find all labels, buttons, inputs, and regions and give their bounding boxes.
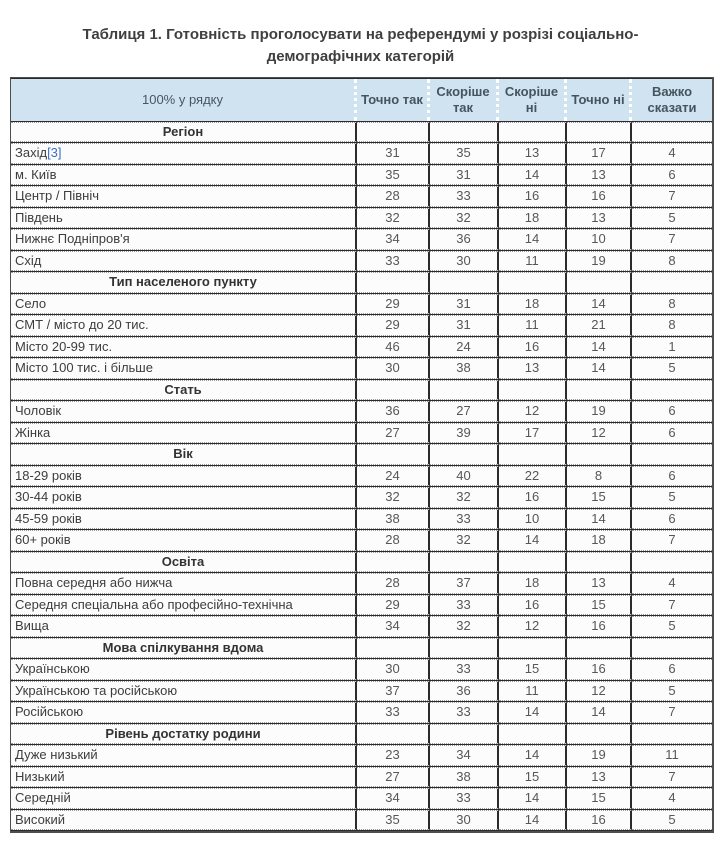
empty-cell bbox=[632, 724, 712, 745]
value-cell: 4 bbox=[632, 573, 712, 594]
value-cell: 11 bbox=[499, 315, 567, 336]
table-row bbox=[11, 767, 712, 788]
value-cell: 14 bbox=[499, 530, 567, 551]
value-cell: 18 bbox=[499, 573, 567, 594]
row-label: Південь bbox=[11, 208, 357, 229]
value-cell: 1 bbox=[632, 337, 712, 358]
row-label: Нижнє Подніпров'я bbox=[11, 229, 357, 250]
empty-cell bbox=[632, 380, 712, 401]
row-label: Середній bbox=[11, 788, 357, 809]
section-label: Освіта bbox=[11, 552, 357, 573]
value-cell: 15 bbox=[567, 487, 632, 508]
corner-header: 100% у рядку bbox=[11, 79, 357, 121]
table-row bbox=[11, 294, 712, 315]
value-cell: 23 bbox=[357, 745, 430, 766]
row-label: Село bbox=[11, 294, 357, 315]
table-row bbox=[11, 487, 712, 508]
empty-cell bbox=[499, 638, 567, 659]
value-cell: 30 bbox=[430, 810, 499, 831]
section-label: Мова спілкування вдома bbox=[11, 638, 357, 659]
row-label: 45-59 років bbox=[11, 509, 357, 530]
table-row bbox=[11, 401, 712, 422]
empty-cell bbox=[430, 444, 499, 465]
value-cell: 16 bbox=[499, 595, 567, 616]
table-body bbox=[11, 122, 712, 831]
value-cell: 8 bbox=[567, 466, 632, 487]
table-row bbox=[11, 595, 712, 616]
value-cell: 28 bbox=[357, 530, 430, 551]
row-label: 18-29 років bbox=[11, 466, 357, 487]
section-header-row bbox=[11, 638, 712, 659]
value-cell: 32 bbox=[357, 487, 430, 508]
value-cell: 32 bbox=[430, 616, 499, 637]
value-cell: 38 bbox=[357, 509, 430, 530]
value-cell: 6 bbox=[632, 509, 712, 530]
section-header-row bbox=[11, 552, 712, 573]
value-cell: 12 bbox=[499, 616, 567, 637]
value-cell: 33 bbox=[430, 509, 499, 530]
column-header-hard-to-say: Важко сказати bbox=[632, 79, 712, 121]
table-row bbox=[11, 358, 712, 379]
value-cell: 30 bbox=[357, 358, 430, 379]
value-cell: 18 bbox=[567, 530, 632, 551]
value-cell: 27 bbox=[430, 401, 499, 422]
value-cell: 33 bbox=[430, 595, 499, 616]
empty-cell bbox=[430, 272, 499, 293]
value-cell: 27 bbox=[357, 767, 430, 788]
empty-cell bbox=[567, 122, 632, 143]
value-cell: 12 bbox=[499, 401, 567, 422]
value-cell: 29 bbox=[357, 595, 430, 616]
value-cell: 33 bbox=[430, 659, 499, 680]
value-cell: 14 bbox=[567, 702, 632, 723]
empty-cell bbox=[357, 122, 430, 143]
empty-cell bbox=[499, 724, 567, 745]
value-cell: 13 bbox=[499, 143, 567, 164]
value-cell: 8 bbox=[632, 294, 712, 315]
value-cell: 13 bbox=[567, 573, 632, 594]
table-row bbox=[11, 423, 712, 444]
table-row bbox=[11, 165, 712, 186]
value-cell: 13 bbox=[567, 165, 632, 186]
table-row bbox=[11, 466, 712, 487]
value-cell: 5 bbox=[632, 487, 712, 508]
value-cell: 34 bbox=[357, 616, 430, 637]
value-cell: 14 bbox=[567, 337, 632, 358]
row-label: Дуже низький bbox=[11, 745, 357, 766]
value-cell: 11 bbox=[499, 251, 567, 272]
value-cell: 37 bbox=[430, 573, 499, 594]
value-cell: 14 bbox=[499, 229, 567, 250]
value-cell: 34 bbox=[357, 229, 430, 250]
value-cell: 35 bbox=[430, 143, 499, 164]
table-header bbox=[11, 79, 712, 121]
value-cell: 14 bbox=[567, 509, 632, 530]
value-cell: 21 bbox=[567, 315, 632, 336]
table-row bbox=[11, 702, 712, 723]
empty-cell bbox=[567, 444, 632, 465]
empty-cell bbox=[430, 380, 499, 401]
empty-cell bbox=[499, 380, 567, 401]
value-cell: 5 bbox=[632, 208, 712, 229]
value-cell: 15 bbox=[567, 788, 632, 809]
value-cell: 16 bbox=[499, 487, 567, 508]
value-cell: 24 bbox=[357, 466, 430, 487]
table-row bbox=[11, 509, 712, 530]
value-cell: 14 bbox=[567, 358, 632, 379]
row-label: СМТ / місто до 20 тис. bbox=[11, 315, 357, 336]
value-cell: 32 bbox=[430, 208, 499, 229]
row-label: Захід[3] bbox=[11, 143, 357, 164]
value-cell: 29 bbox=[357, 315, 430, 336]
value-cell: 15 bbox=[499, 767, 567, 788]
row-label: Вища bbox=[11, 616, 357, 637]
row-label: Російською bbox=[11, 702, 357, 723]
empty-cell bbox=[567, 380, 632, 401]
value-cell: 29 bbox=[357, 294, 430, 315]
value-cell: 16 bbox=[567, 186, 632, 207]
value-cell: 28 bbox=[357, 573, 430, 594]
section-header-row bbox=[11, 380, 712, 401]
value-cell: 13 bbox=[499, 358, 567, 379]
value-cell: 35 bbox=[357, 810, 430, 831]
value-cell: 31 bbox=[430, 294, 499, 315]
value-cell: 19 bbox=[567, 745, 632, 766]
value-cell: 33 bbox=[430, 186, 499, 207]
empty-cell bbox=[632, 272, 712, 293]
value-cell: 8 bbox=[632, 315, 712, 336]
table-row bbox=[11, 573, 712, 594]
value-cell: 37 bbox=[357, 681, 430, 702]
empty-cell bbox=[430, 638, 499, 659]
value-cell: 11 bbox=[632, 745, 712, 766]
section-header-row bbox=[11, 444, 712, 465]
value-cell: 14 bbox=[499, 745, 567, 766]
value-cell: 6 bbox=[632, 659, 712, 680]
value-cell: 7 bbox=[632, 229, 712, 250]
row-label: Українською bbox=[11, 659, 357, 680]
column-header-rather-yes: Скоріше так bbox=[430, 79, 499, 121]
row-label: 30-44 років bbox=[11, 487, 357, 508]
footnote-link[interactable]: [3] bbox=[47, 145, 62, 160]
table-row bbox=[11, 186, 712, 207]
value-cell: 32 bbox=[430, 487, 499, 508]
empty-cell bbox=[357, 724, 430, 745]
value-cell: 6 bbox=[632, 165, 712, 186]
value-cell: 27 bbox=[357, 423, 430, 444]
value-cell: 33 bbox=[357, 702, 430, 723]
table-row bbox=[11, 681, 712, 702]
value-cell: 33 bbox=[357, 251, 430, 272]
value-cell: 33 bbox=[430, 788, 499, 809]
empty-cell bbox=[357, 272, 430, 293]
section-label: Вік bbox=[11, 444, 357, 465]
value-cell: 39 bbox=[430, 423, 499, 444]
value-cell: 36 bbox=[430, 229, 499, 250]
value-cell: 10 bbox=[567, 229, 632, 250]
empty-cell bbox=[357, 444, 430, 465]
value-cell: 13 bbox=[567, 208, 632, 229]
value-cell: 36 bbox=[430, 681, 499, 702]
value-cell: 7 bbox=[632, 530, 712, 551]
section-header-row bbox=[11, 724, 712, 745]
section-label: Рівень достатку родини bbox=[11, 724, 357, 745]
value-cell: 12 bbox=[567, 681, 632, 702]
value-cell: 14 bbox=[499, 810, 567, 831]
section-label: Регіон bbox=[11, 122, 357, 143]
empty-cell bbox=[632, 444, 712, 465]
row-label: Середня спеціальна або професійно-технічна bbox=[11, 595, 357, 616]
value-cell: 38 bbox=[430, 767, 499, 788]
empty-cell bbox=[357, 380, 430, 401]
empty-cell bbox=[499, 122, 567, 143]
value-cell: 19 bbox=[567, 401, 632, 422]
value-cell: 32 bbox=[430, 530, 499, 551]
value-cell: 46 bbox=[357, 337, 430, 358]
table-title: Таблиця 1. Готовність проголосувати на референдумі у розрізі соціально-демографічних категорій bbox=[82, 26, 639, 65]
section-header-row bbox=[11, 122, 712, 143]
value-cell: 17 bbox=[567, 143, 632, 164]
table-row bbox=[11, 251, 712, 272]
value-cell: 14 bbox=[499, 702, 567, 723]
value-cell: 4 bbox=[632, 788, 712, 809]
value-cell: 15 bbox=[567, 595, 632, 616]
table-row bbox=[11, 315, 712, 336]
value-cell: 32 bbox=[357, 208, 430, 229]
value-cell: 15 bbox=[499, 659, 567, 680]
value-cell: 30 bbox=[430, 251, 499, 272]
value-cell: 31 bbox=[430, 315, 499, 336]
value-cell: 7 bbox=[632, 595, 712, 616]
value-cell: 6 bbox=[632, 466, 712, 487]
value-cell: 5 bbox=[632, 616, 712, 637]
value-cell: 16 bbox=[499, 337, 567, 358]
row-label: Чоловік bbox=[11, 401, 357, 422]
page bbox=[0, 24, 721, 851]
row-label: Низький bbox=[11, 767, 357, 788]
value-cell: 38 bbox=[430, 358, 499, 379]
table-row bbox=[11, 659, 712, 680]
value-cell: 14 bbox=[499, 788, 567, 809]
value-cell: 5 bbox=[632, 810, 712, 831]
value-cell: 4 bbox=[632, 143, 712, 164]
value-cell: 16 bbox=[567, 810, 632, 831]
empty-cell bbox=[567, 724, 632, 745]
value-cell: 13 bbox=[567, 767, 632, 788]
header-row bbox=[11, 79, 712, 121]
value-cell: 12 bbox=[567, 423, 632, 444]
empty-cell bbox=[567, 638, 632, 659]
empty-cell bbox=[632, 638, 712, 659]
value-cell: 18 bbox=[499, 294, 567, 315]
value-cell: 7 bbox=[632, 186, 712, 207]
empty-cell bbox=[430, 724, 499, 745]
row-label: Повна середня або нижча bbox=[11, 573, 357, 594]
value-cell: 30 bbox=[357, 659, 430, 680]
value-cell: 14 bbox=[499, 165, 567, 186]
section-header-row bbox=[11, 272, 712, 293]
value-cell: 11 bbox=[499, 681, 567, 702]
value-cell: 5 bbox=[632, 358, 712, 379]
value-cell: 31 bbox=[357, 143, 430, 164]
value-cell: 31 bbox=[430, 165, 499, 186]
empty-cell bbox=[567, 272, 632, 293]
value-cell: 7 bbox=[632, 767, 712, 788]
value-cell: 17 bbox=[499, 423, 567, 444]
table-row bbox=[11, 745, 712, 766]
row-label: Центр / Північ bbox=[11, 186, 357, 207]
empty-cell bbox=[499, 272, 567, 293]
row-label: Українською та російською bbox=[11, 681, 357, 702]
column-header-definitely-no: Точно ні bbox=[567, 79, 632, 121]
table-row bbox=[11, 143, 712, 164]
table-row bbox=[11, 229, 712, 250]
row-label: Місто 20-99 тис. bbox=[11, 337, 357, 358]
table-row bbox=[11, 530, 712, 551]
row-label: Високий bbox=[11, 810, 357, 831]
table-row bbox=[11, 788, 712, 809]
empty-cell bbox=[632, 552, 712, 573]
empty-cell bbox=[499, 552, 567, 573]
empty-cell bbox=[499, 444, 567, 465]
value-cell: 16 bbox=[567, 616, 632, 637]
value-cell: 18 bbox=[499, 208, 567, 229]
section-label: Тип населеного пункту bbox=[11, 272, 357, 293]
row-label: Місто 100 тис. і більше bbox=[11, 358, 357, 379]
value-cell: 5 bbox=[632, 681, 712, 702]
value-cell: 34 bbox=[357, 788, 430, 809]
empty-cell bbox=[357, 638, 430, 659]
empty-cell bbox=[357, 552, 430, 573]
empty-cell bbox=[632, 122, 712, 143]
value-cell: 14 bbox=[567, 294, 632, 315]
value-cell: 35 bbox=[357, 165, 430, 186]
value-cell: 24 bbox=[430, 337, 499, 358]
value-cell: 6 bbox=[632, 423, 712, 444]
empty-cell bbox=[567, 552, 632, 573]
column-header-definitely-yes: Точно так bbox=[357, 79, 430, 121]
value-cell: 40 bbox=[430, 466, 499, 487]
value-cell: 8 bbox=[632, 251, 712, 272]
value-cell: 16 bbox=[567, 659, 632, 680]
value-cell: 34 bbox=[430, 745, 499, 766]
value-cell: 16 bbox=[499, 186, 567, 207]
row-label: 60+ років bbox=[11, 530, 357, 551]
table-row bbox=[11, 208, 712, 229]
row-label: м. Київ bbox=[11, 165, 357, 186]
value-cell: 10 bbox=[499, 509, 567, 530]
row-label: Жінка bbox=[11, 423, 357, 444]
value-cell: 33 bbox=[430, 702, 499, 723]
row-label: Схід bbox=[11, 251, 357, 272]
column-header-rather-no: Скоріше ні bbox=[499, 79, 567, 121]
value-cell: 36 bbox=[357, 401, 430, 422]
value-cell: 6 bbox=[632, 401, 712, 422]
demographics-table bbox=[10, 77, 714, 834]
section-label: Стать bbox=[11, 380, 357, 401]
value-cell: 22 bbox=[499, 466, 567, 487]
value-cell: 28 bbox=[357, 186, 430, 207]
empty-cell bbox=[430, 122, 499, 143]
empty-cell bbox=[430, 552, 499, 573]
value-cell: 7 bbox=[632, 702, 712, 723]
table-row bbox=[11, 337, 712, 358]
table-row bbox=[11, 616, 712, 637]
value-cell: 19 bbox=[567, 251, 632, 272]
